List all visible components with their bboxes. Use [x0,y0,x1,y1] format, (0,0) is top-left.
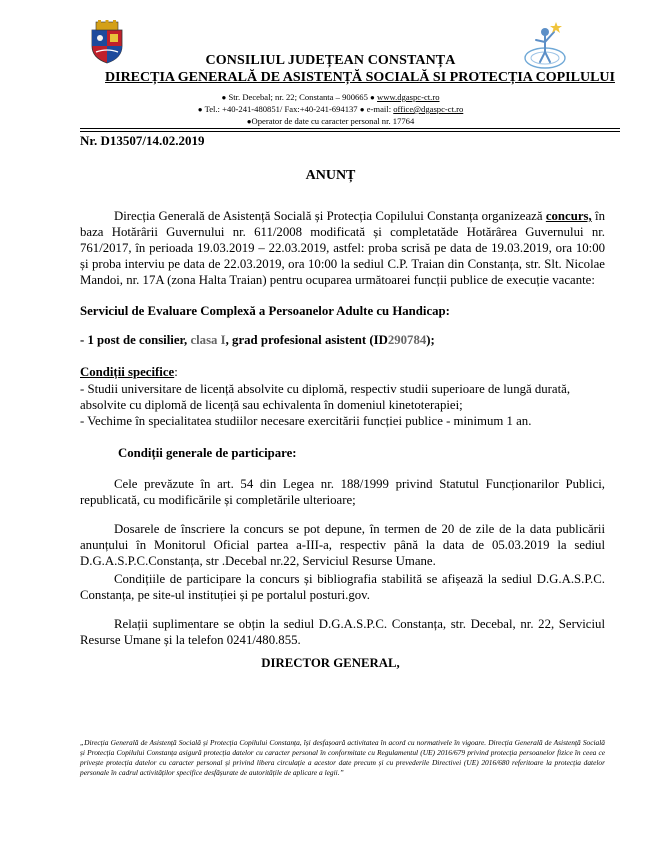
post-text-a: - 1 post de consilier, [80,333,191,347]
bullet-icon: ● [359,105,365,114]
specific-condition-studies: - Studii universitare de licență absolvite cu diplomă, respectiv studii superioare de lungă durată, absolvite cu diplomă de licență sau echivalenta în domeniul kinetoterapiei; [80,382,571,412]
post-class: clasa I [190,333,226,347]
contact-line-address [0,92,661,102]
concurs-word: concurs, [545,209,592,223]
bibliography-paragraph: Condițiile de participare la concurs și bibliografia stabilită se afișează la sediul D.G.A.S.P.C. Constanța, pe site-ul instituției și pe portalul posturi.gov. [80,572,605,602]
operator-text: Operator de date cu caracter personal nr. 17764 [251,116,415,126]
document-heading: ANUNȚ [305,168,356,183]
general-conditions-title: Condiții generale de participare: [118,446,297,460]
gdpr-footer: „Direcția Generală de Asistență Socială și Protecția Copilului Constanța, își desfașoară activitatea în acord cu normativele în vigoare. Direcția Generală de Asistență Socială și Protecția Copilului Constanța asigură protecția datelor cu caracter personal în conformitate cu Regulamentul (UE) 2016/679 privind protecția persoanelor fizice în ceea ce privește protecția datelor cu caracter personal și privind libera circulație a acestor date precum și cu prevederile Directivei (UE) 2016/680 referitoare la protecția datelor personale în cadrul activităților specifice desfășurate de autoritățile de aplicare a legii.” [80,738,605,777]
service-title: Serviciul de Evaluare Complexă a Persoanelor Adulte cu Handicap: [80,304,450,318]
address-text: Str. Decebal; nr. 22; Constanta – 900665 [228,92,368,102]
post-line [80,333,435,348]
contact-line-operator [0,116,661,126]
email-label: e-mail: [366,104,392,114]
specific-condition-seniority: - Vechime în specialitatea studiilor necesare exercitării funcției publice - minimum 1 an. [80,414,532,428]
header-divider-thin [80,131,620,132]
header-divider [80,128,620,129]
website-link[interactable]: www.dgaspc-ct.ro [377,92,440,102]
contact-paragraph: Relații suplimentare se obțin la sediul D.G.A.S.P.C. Constanța, str. Decebal, nr. 22, Serviciul Resurse Umane și la telefon 0241/480.855. [80,617,605,647]
institution-title: CONSILIUL JUDEȚEAN CONSTANȚA [205,53,456,68]
directorate-title: DIRECȚIA GENERALĂ DE ASISTENȚĂ SOCIALĂ SI PROTECȚIA COPILULUI [105,70,615,85]
bullet-icon: ● [221,93,227,102]
intro-text-a: Direcția Generală de Asistență Socială și Protecția Copilului Constanța organizează [114,209,546,223]
document-number: Nr. D13507/14.02.2019 [80,133,205,148]
post-text-c: ); [426,333,435,347]
email-link[interactable]: office@dgaspc-ct.ro [393,104,464,114]
general-conditions-paragraph: Cele prevăzute în art. 54 din Legea nr. 188/1999 privind Statutul Funcționarilor Publici, republicată, cu modificările și completările ulterioare; [80,477,605,507]
post-id: 290784 [387,333,427,347]
intro-paragraph [80,208,605,288]
bullet-icon: ● [370,93,375,102]
bullet-icon: ● [197,105,203,114]
contact-line-phone [0,104,661,114]
application-paragraph: Dosarele de înscriere la concurs se pot depune, în termen de 20 de zile de la data publicării anunțului în Monitorul Oficial partea a-III-a, respectiv până la data de 05.03.2019 la sediul D.G.A.S.P.C.Constanța, str .Decebal nr.22, Serviciul Resurse Umane. [80,522,605,568]
phone-fax-text: Tel.: +40-241-480851/ Fax:+40-241-694137 [204,104,358,114]
director-signature: DIRECTOR GENERAL, [261,656,400,670]
specific-conditions-title [80,365,178,380]
specific-conditions-colon: : [174,365,178,379]
post-text-b: , grad profesional asistent (ID [225,333,388,347]
specific-conditions-label: Condiții specifice [80,365,175,379]
bullet-icon: ● [246,117,252,126]
intro-text-b: în baza Hotărârii Guvernului nr. 611/2008 modificată și completatăde Hotărârea Guvernului nr. 761/2017, în perioada 19.03.2019 – 22.03.2019, astfel: proba scrisă pe data de 19.03.2019, ora 10:00 și proba interviu pe data de 22.03.2019, ora 10:00 la sediul C.P. Traian din Constanța, str. Slt. Nicolae Mandoi, nr. 17A (zona Halta Traian) pentru ocuparea următoarei funcții publice de execuție vacante: [80,209,605,287]
